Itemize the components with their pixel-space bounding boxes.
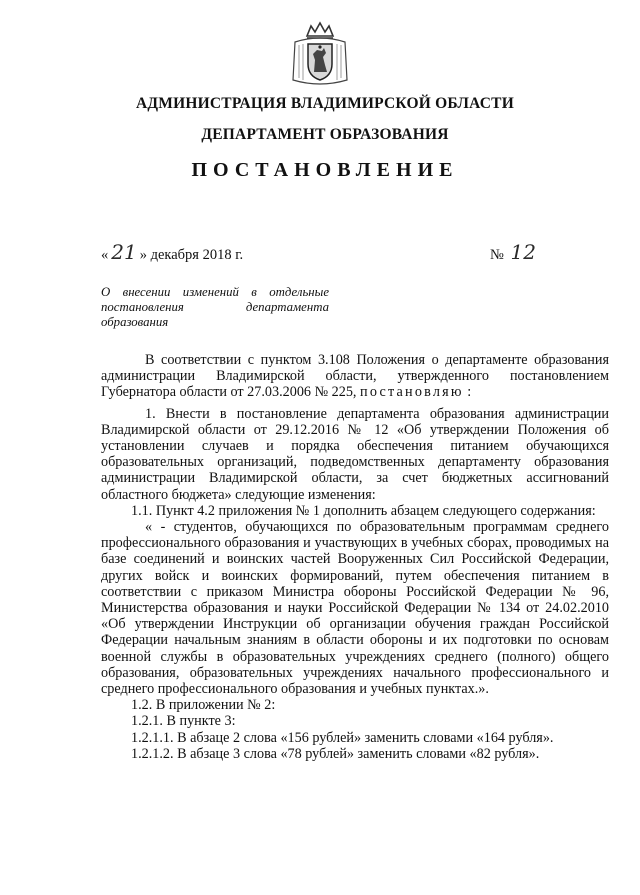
- preamble-text: В соответствии с пунктом 3.108 Положения о департаменте образования администрации Владимирской области, утвержденного постановлением Губернатора области от 27.03.2006 № 225,: [101, 352, 609, 401]
- document-body: [101, 352, 609, 762]
- paragraph-item-1-2-1-2: 1.2.1.2. В абзаце 3 слова «78 рублей» заменить словами «82 рубля».: [131, 745, 540, 762]
- decree-colon: :: [467, 384, 472, 401]
- decree-word: постановляю: [360, 384, 464, 401]
- paragraph-preamble: [101, 352, 609, 401]
- paragraph-quoted-amendment: « - студентов, обучающихся по образовательным программам среднего профессионального образования и участвующих в учебных сборах, проводимых на базе соединений и воинских частей Вооруженных Сил Российской Федерации, других войск и воинских формирований, путем обеспечения питанием в соответствии с приказом Министра обороны Российской Федерации № 96, Министерства образования и науки Российской Федерации № 134 от 24.02.2010 «Об утверждении Инструкции об организации обучения граждан Российской Федерации начальным знаниям в области обороны и их подготовки по основам военной службы в образовательных учреждениях среднего (полного) общего образования, образовательных учреждениях начального профессионального и среднего профессионального образования и учебных пунктах.».: [101, 519, 609, 698]
- paragraph-item-1-1: 1.1. Пункт 4.2 приложения № 1 дополнить абзацем следующего содержания:: [131, 502, 596, 519]
- date-day-handwritten: 21: [111, 240, 137, 264]
- number-handwritten: 12: [510, 240, 536, 264]
- paragraph-item-1-2-1: 1.2.1. В пункте 3:: [131, 713, 236, 730]
- department-name: ДЕПАРТАМЕНТ ОБРАЗОВАНИЯ: [201, 126, 449, 143]
- paragraph-item-1: 1. Внести в постановление департамента образования администрации Владимирской области от 29.12.2016 № 12 «Об утверждении Положения об установлении случаев и порядка обеспечения питанием обучающихся образовательных организаций, подведомственных департаменту образования администрации Владимирской области, за счет бюджетных ассигнований областного бюджета» следующие изменения:: [101, 405, 609, 503]
- document-type-title: ПОСТАНОВЛЕНИЕ: [191, 159, 459, 181]
- date-month-year: декабря 2018 г.: [150, 247, 244, 263]
- document-number: [490, 240, 539, 264]
- vladimir-coat-of-arms-icon: [289, 20, 351, 90]
- paragraph-item-1-2-1-1: 1.2.1.1. В абзаце 2 слова «156 рублей» заменить словами «164 рубля».: [131, 729, 554, 746]
- document-date: [101, 240, 243, 264]
- subject-line: О внесении изменений в отдельные: [101, 285, 329, 299]
- organization-name: АДМИНИСТРАЦИЯ ВЛАДИМИРСКОЙ ОБЛАСТИ: [136, 95, 514, 112]
- subject-line: постановления департамента: [101, 300, 329, 314]
- number-label: №: [490, 247, 504, 263]
- date-quote-open: «: [101, 247, 109, 263]
- paragraph-item-1-2: 1.2. В приложении № 2:: [131, 697, 276, 714]
- subject-line: образования: [101, 315, 169, 329]
- date-quote-close: »: [139, 247, 147, 263]
- document-subject: [101, 285, 329, 330]
